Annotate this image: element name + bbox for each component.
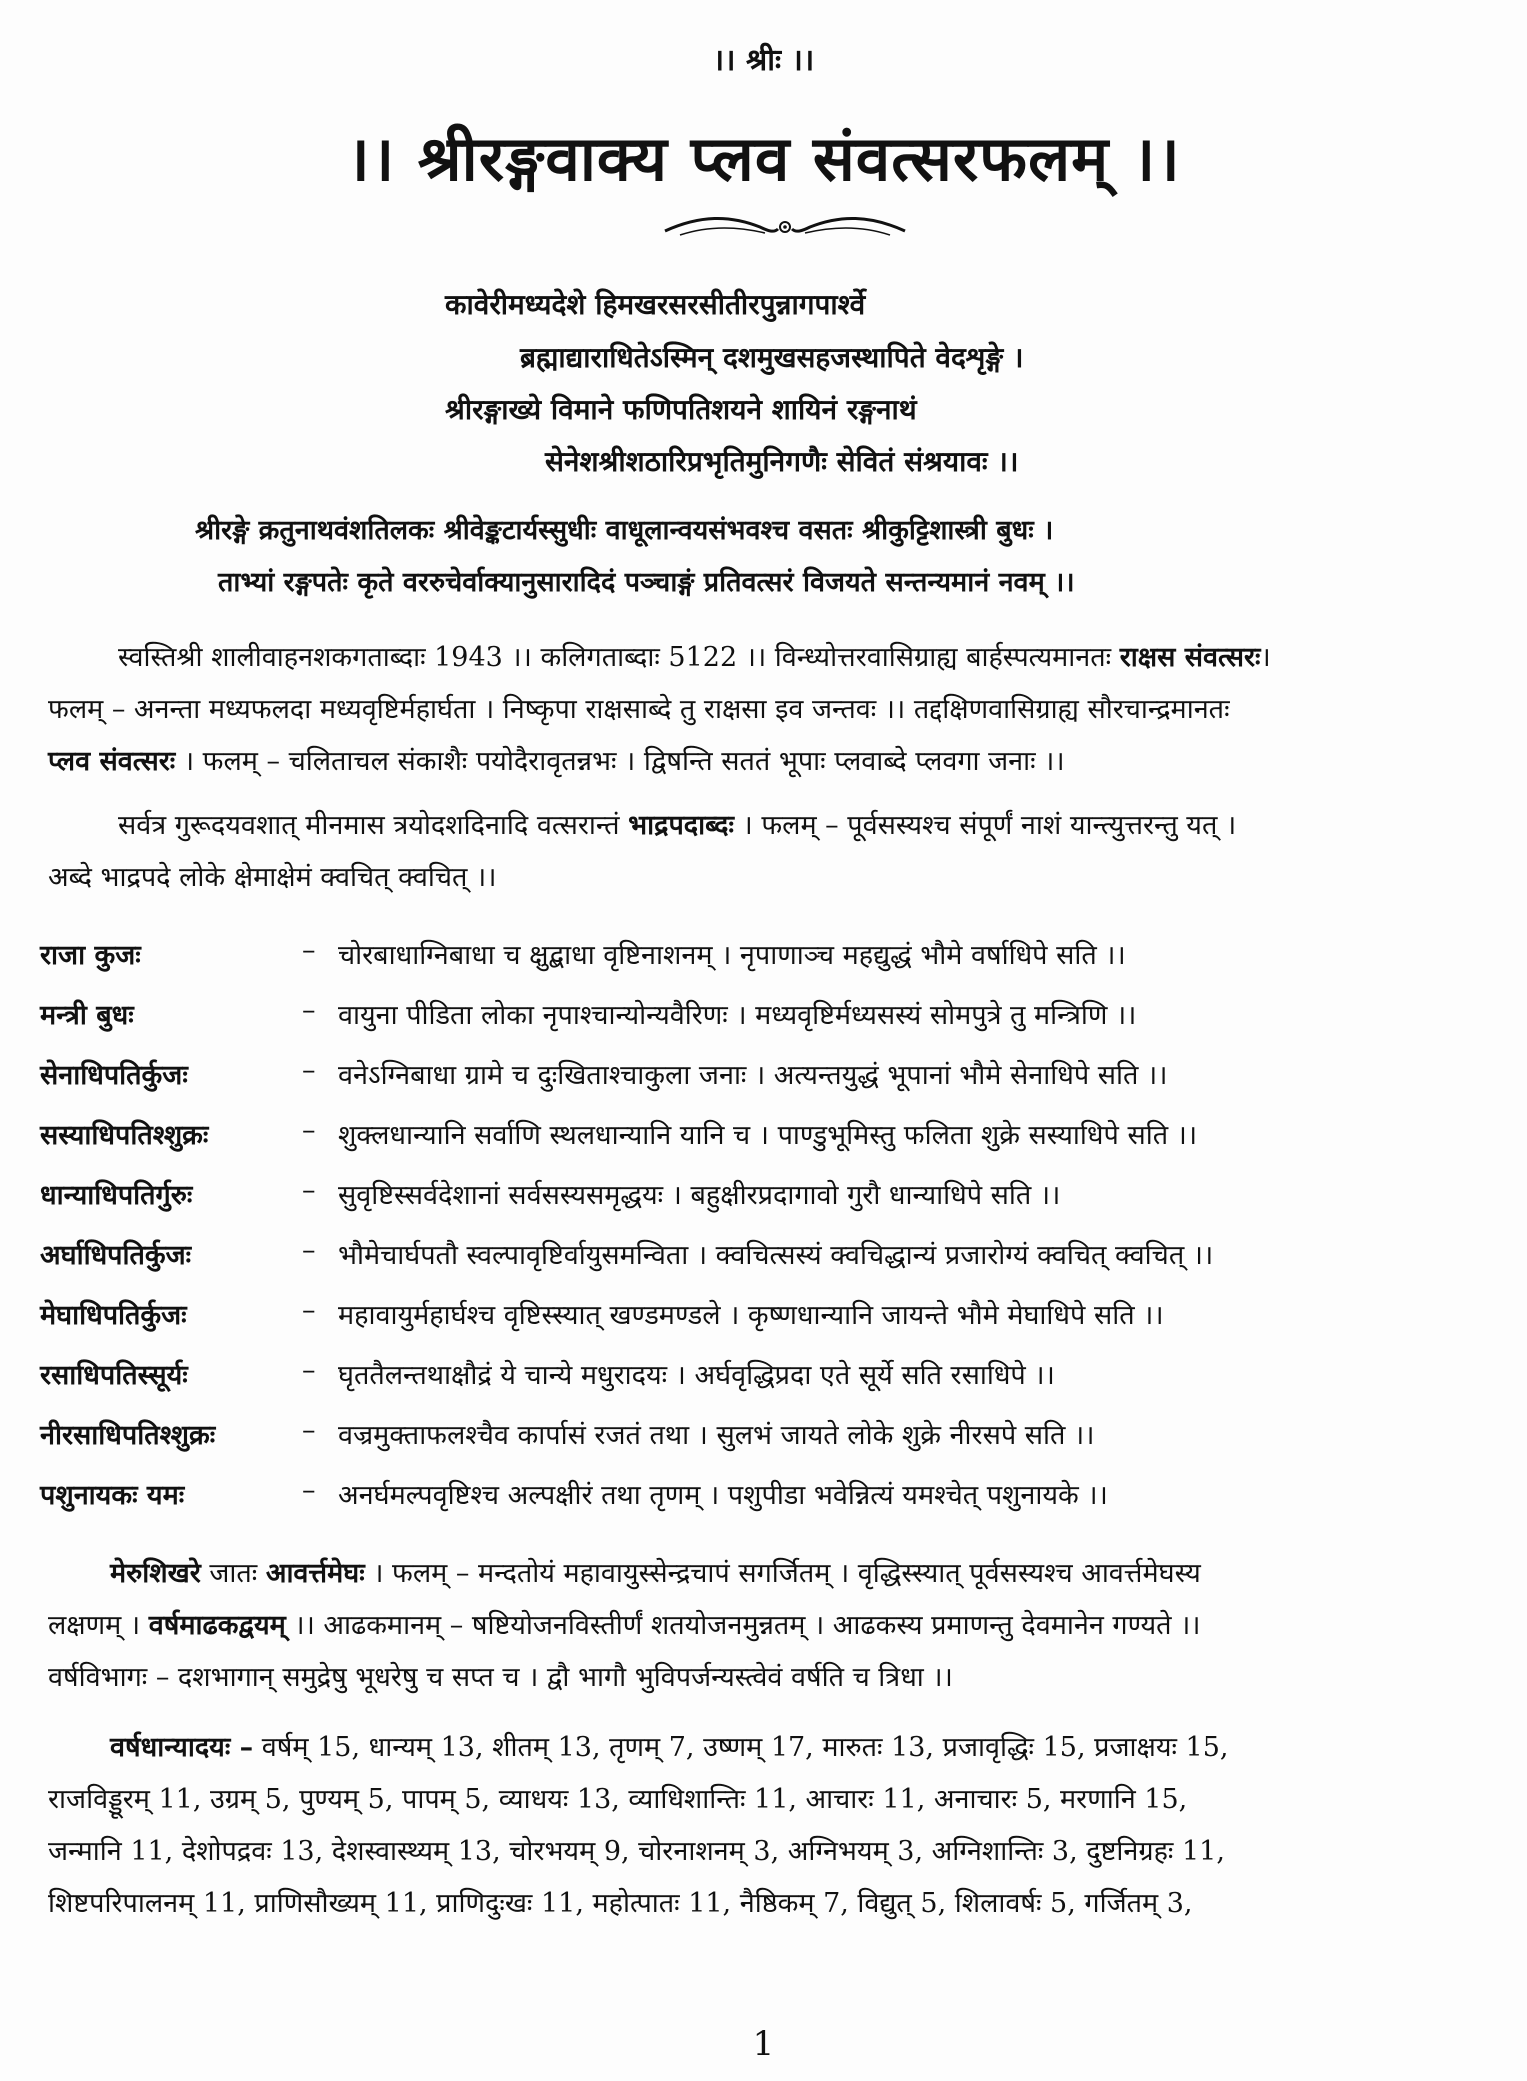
verse1-line-1: कावेरीमध्यदेशे हिमखरसरसीतीरपुन्नागपार्श्वे: [445, 288, 866, 321]
varsha-dhanya-paragraph: [48, 1722, 1478, 1930]
samvatsara-paragraph: [48, 632, 1478, 788]
avartta-line-3: वर्षविभागः – दशभागान् समुद्रेषु भूधरेषु च सप्त च । द्वौ भागौ भुविपर्जन्यस्त्वेवं वर्षति च त्रिधा ।।: [48, 1662, 953, 1693]
top-invocation: ।। श्रीः ।।: [712, 43, 815, 78]
varsha-line-3: जन्मानि 11, देशोपद्रवः 13, देशस्वास्थ्यम् 13, चोरभयम् 9, चोरनाशनम् 3, अग्निभयम् 3, अग्निशान्तिः 3, दुष्टनिग्रहः 11,: [48, 1836, 1225, 1867]
samvatsara-line-3: प्लव संवत्सरः । फलम् – चलिताचल संकाशैः पयोदैरावृतन्नभः । द्विषन्ति सततं भूपाः प्लवाब्दे प्लवगा जनाः ।।: [48, 746, 1065, 777]
verse1-line-2: ब्रह्माद्याराधितेऽस्मिन् दशमुखसहजस्थापिते वेदशृङ्गे ।: [520, 341, 1024, 374]
avartta-megha-paragraph: [48, 1548, 1478, 1704]
varsha-line-4: शिष्टपरिपालनम् 11, प्राणिसौख्यम् 11, प्राणिदुःखः 11, महोत्पातः 11, नैष्ठिकम् 7, विद्युत् 5, शिलावर्षः 5, गर्जितम् 3,: [48, 1888, 1193, 1919]
verse2-line-2: ताभ्यां रङ्गपतेः कृते वररुचेर्वाक्यानुसारादिदं पञ्चाङ्गं प्रतिवत्सरं विजयते सन्तन्यमानं नवम् ।।: [218, 567, 1075, 598]
verse1-line-3: श्रीरङ्गाख्ये विमाने फणिपतिशयने शायिनं रङ्गनाथं: [445, 393, 917, 426]
document-page: ।। श्रीः ।। ।। श्रीरङ्गवाक्य प्लव संवत्सरफलम् ।। कावेरीमध्यदेशे हिमखरसरसीतीरपुन्नागपार्श्वे ब्रह्माद्याराधितेऽस्मिन् दशमुखसहजस्थापिते वेदशृङ्गे । श्रीरङ्गाख्ये विमाने फणिपतिशयने शायिनं रङ्गनाथं सेनेशश्रीशठारिप्रभृतिमुनिगणैः सेवितं संश्रयावः ।। श्रीरङ्गे क्रतुनाथवंशतिलकः श्रीवेङ्कटार्यस्सुधीः वाधूलान्वयसंभवश्च वसतः श्रीकुट्टिशास्त्री बुधः । ताभ्यां रङ्गपतेः कृते वररुचेर्वाक्यानुसारादिदं पञ्चाङ्गं प्रतिवत्सरं विजयते सन्तन्यमानं नवम् ।। स्वस्तिश्री शालीवाहनशकगताब्दाः 1943 ।। कलिगताब्दाः 5122 ।। विन्ध्योत्तरवासिग्राह्य बार्हस्पत्यमानतः राक्षस संवत्सरः। फलम् – अनन्ता मध्यफलदा मध्यवृष्टिर्महार्घता । निष्कृपा राक्षसाब्दे तु राक्षसा इव जन्तवः ।। तद्दक्षिणवासिग्राह्य सौरचान्द्रमानतः प्लव संवत्सरः । फलम् – चलिताचल संकाशैः पयोदैरावृतन्नभः । द्विषन्ति सततं भूपाः प्लवाब्दे प्लवगा जनाः ।। सर्वत्र गुरूदयवशात् मीनमास त्रयोदशदिनादि वत्सरान्तं भाद्रपदाब्दः । फलम् – पूर्वसस्यश्च संपूर्णं नाशं यान्त्युत्तरन्तु यत् । अब्दे भाद्रपदे लोके क्षेमाक्षेमं क्वचित् क्वचित् ।। राजा कुजः – चोरबाधाग्निबाधा च क्षुद्बाधा वृष्टिनाशनम् । नृपाणाञ्च महद्युद्धं भौमे वर्षाधिपे सति ।। मन्त्री बुधः – वायुना पीडिता लोका नृपाश्चान्योन्यवैरिणः । मध्यवृष्टिर्मध्यसस्यं सोमपुत्रे तु मन्त्रिणि ।। सेनाधिपतिर्कुजः – वनेऽग्निबाधा ग्रामे च दुःखिताश्चाकुला जनाः । अत्यन्तयुद्धं भूपानां भौमे सेनाधिपे सति ।। सस्याधिपतिश्शुक्रः – शुक्लधान्यानि सर्वाणि स्थलधान्यानि यानि च । पाण्डुभूमिस्तु फलिता शुक्रे सस्याधिपे सति ।। धान्याधिपतिर्गुरुः – सुवृष्टिस्सर्वदेशानां सर्वसस्यसमृद्धयः । बहुक्षीरप्रदागावो गुरौ धान्याधिपे सति ।। अर्घाधिपतिर्कुजः – भौमेचार्घपतौ स्वल्पावृष्टिर्वायुसमन्विता । क्वचित्सस्यं क्वचिद्धान्यं प्रजारोग्यं क्वचित् क्वचित् ।। मेघाधिपतिर्कुजः – महावायुर्महार्घश्च वृष्टिस्स्यात् खण्डमण्डले । कृष्णधान्यानि जायन्ते भौमे मेघाधिपे सति ।। रसाधिपतिस्सूर्यः – घृततैलन्तथाक्षौद्रं ये चान्ये मधुरादयः । अर्घवृद्धिप्रदा एते सूर्ये सति रसाधिपे ।। नीरसाधिपतिश्शुक्रः – वज्रमुक्ताफलश्चैव कार्पासं रजतं तथा । सुलभं जायते लोके शुक्रे नीरसपे सति ।। पशुनायकः यमः – अनर्घमल्पवृष्टिश्च अल्पक्षीरं तथा तृणम् । पशुपीडा भवेन्नित्यं यमश्चेत् पशुनायके ।। मेरुशिखरे जातः आवर्त्तमेघः । फलम् – मन्दतोयं महावायुस्सेन्द्रचापं सगर्जितम् । वृद्धिस्स्यात् पूर्वसस्यश्च आवर्त्तमेघस्य लक्षणम् । वर्षमाढकद्वयम् ।। आढकमानम् – षष्टियोजनविस्तीर्णं शतयोजनमुन्नतम् । आढकस्य प्रमाणन्तु देवमानेन गण्यते ।। वर्षविभागः – दशभागान् समुद्रेषु भूधरेषु च सप्त च । द्वौ भागौ भुविपर्जन्यस्त्वेवं वर्षति च त्रिधा ।। वर्षधान्यादयः – वर्षम् 15, धान्यम् 13, शीतम् 13, तृणम् 7, उष्णम् 17, मारुतः 13, प्रजावृद्धिः 15, प्रजाक्षयः 15, राजविड्डूरम् 11, उग्रम् 5, पुण्यम् 5, पापम् 5, व्याधयः 13, व्याधिशान्तिः 11, आचारः 11, अनाचारः 5, मरणानि 15, जन्मानि 11, देशोपद्रवः 13, देशस्वास्थ्यम् 13, चोरभयम् 9, चोरनाशनम् 3, अग्निभयम् 3, अग्निशान्तिः 3, दुष्टनिग्रहः 11, शिष्टपरिपालनम् 11, प्राणिसौख्यम् 11, प्राणिदुःखः 11, महोत्पातः 11, नैष्ठिकम् 7, विद्युत् 5, शिलावर्षः 5, गर्जितम् 3, 1: [0, 0, 1527, 2081]
page-title: ।। श्रीरङ्गवाक्य प्लव संवत्सरफलम् ।।: [346, 122, 1181, 195]
avartta-line-1: मेरुशिखरे जातः आवर्त्तमेघः । फलम् – मन्दतोयं महावायुस्सेन्द्रचापं सगर्जितम् । वृद्धिस्स्यात् पूर्वसस्यश्च आवर्त्तमेघस्य: [110, 1558, 1201, 1589]
samvatsara-line-1: स्वस्तिश्री शालीवाहनशकगताब्दाः 1943 ।। कलिगताब्दाः 5122 ।। विन्ध्योत्तरवासिग्राह्य बार्हस्पत्यमानतः राक्षस संवत्सरः।: [118, 642, 1271, 673]
varsha-line-2: राजविड्डूरम् 11, उग्रम् 5, पुण्यम् 5, पापम् 5, व्याधयः 13, व्याधिशान्तिः 11, आचारः 11, अनाचारः 5, मरणानि 15,: [48, 1784, 1188, 1815]
bhadrapada-paragraph: [48, 800, 1478, 904]
verse1-line-4: सेनेशश्रीशठारिप्रभृतिमुनिगणैः सेवितं संश्रयावः ।।: [545, 445, 1019, 478]
varsha-line-1: वर्षधान्यादयः – वर्षम् 15, धान्यम् 13, शीतम् 13, तृणम् 7, उष्णम् 17, मारुतः 13, प्रजावृद्धिः 15, प्रजाक्षयः 15,: [110, 1732, 1229, 1763]
avartta-line-2: लक्षणम् । वर्षमाढकद्वयम् ।। आढकमानम् – षष्टियोजनविस्तीर्णं शतयोजनमुन्नतम् । आढकस्य प्रमाणन्तु देवमानेन गण्यते ।।: [48, 1610, 1201, 1641]
page-number: 1: [752, 2024, 775, 2064]
verse2-line-1: श्रीरङ्गे क्रतुनाथवंशतिलकः श्रीवेङ्कटार्यस्सुधीः वाधूलान्वयसंभवश्च वसतः श्रीकुट्टिशास्त्री बुधः ।: [195, 515, 1054, 546]
title-ornament-divider: [660, 205, 910, 251]
bhadrapada-line-1: सर्वत्र गुरूदयवशात् मीनमास त्रयोदशदिनादि वत्सरान्तं भाद्रपदाब्दः । फलम् – पूर्वसस्यश्च संपूर्णं नाशं यान्त्युत्तरन्तु यत् ।: [118, 810, 1237, 841]
bhadrapada-line-2: अब्दे भाद्रपदे लोके क्षेमाक्षेमं क्वचित् क्वचित् ।।: [48, 862, 497, 893]
samvatsara-line-2: फलम् – अनन्ता मध्यफलदा मध्यवृष्टिर्महार्घता । निष्कृपा राक्षसाब्दे तु राक्षसा इव जन्तवः ।। तद्दक्षिणवासिग्राह्य सौरचान्द्रमानतः: [48, 694, 1230, 725]
